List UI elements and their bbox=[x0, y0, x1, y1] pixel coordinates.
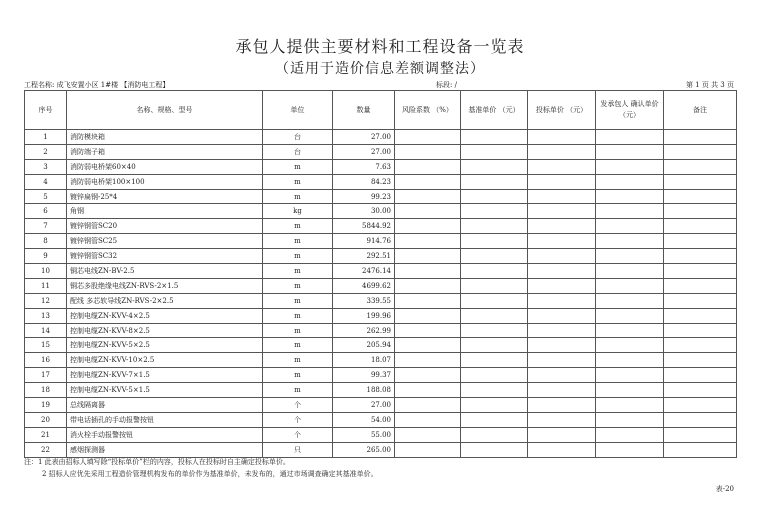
header-bid-price: 投标单价 （元） bbox=[528, 91, 596, 130]
table-row bbox=[25, 130, 737, 145]
row-risk bbox=[395, 398, 461, 413]
header-unit: 单位 bbox=[263, 91, 333, 130]
row-seq: 5 bbox=[25, 189, 67, 204]
row-qty: 339.55 bbox=[333, 293, 395, 308]
row-remark bbox=[664, 249, 737, 264]
row-confirmed-price bbox=[596, 234, 664, 249]
row-remark bbox=[664, 130, 737, 145]
section-label: 标段: / bbox=[436, 81, 457, 89]
row-unit: 个 bbox=[263, 398, 333, 413]
row-confirmed-price bbox=[596, 338, 664, 353]
row-unit: m bbox=[263, 308, 333, 323]
row-confirmed-price bbox=[596, 308, 664, 323]
row-unit: m bbox=[263, 293, 333, 308]
row-bid-price bbox=[528, 159, 596, 174]
row-risk bbox=[395, 249, 461, 264]
row-confirmed-price bbox=[596, 204, 664, 219]
row-risk bbox=[395, 278, 461, 293]
row-base-price bbox=[461, 130, 528, 145]
row-qty: 914.76 bbox=[333, 234, 395, 249]
row-remark bbox=[664, 144, 737, 159]
row-seq: 21 bbox=[25, 427, 67, 442]
table-row bbox=[25, 144, 737, 159]
row-risk bbox=[395, 189, 461, 204]
row-risk bbox=[395, 308, 461, 323]
row-remark bbox=[664, 353, 737, 368]
row-qty: 262.99 bbox=[333, 323, 395, 338]
page-indicator: 第 1 页 共 3 页 bbox=[685, 81, 734, 89]
table-row bbox=[25, 383, 737, 398]
row-unit: 只 bbox=[263, 442, 333, 457]
row-risk bbox=[395, 368, 461, 383]
row-risk bbox=[395, 412, 461, 427]
row-remark bbox=[664, 398, 737, 413]
row-name: 控制电缆ZN-KVV-7×1.5 bbox=[67, 368, 263, 383]
row-remark bbox=[664, 264, 737, 279]
row-seq: 2 bbox=[25, 144, 67, 159]
row-seq: 18 bbox=[25, 383, 67, 398]
row-qty: 99.23 bbox=[333, 189, 395, 204]
row-bid-price bbox=[528, 308, 596, 323]
row-unit: m bbox=[263, 219, 333, 234]
row-bid-price bbox=[528, 278, 596, 293]
row-qty: 292.51 bbox=[333, 249, 395, 264]
row-base-price bbox=[461, 412, 528, 427]
header-remark: 备注 bbox=[664, 91, 737, 130]
row-remark bbox=[664, 383, 737, 398]
row-base-price bbox=[461, 353, 528, 368]
row-remark bbox=[664, 278, 737, 293]
row-confirmed-price bbox=[596, 159, 664, 174]
row-qty: 54.00 bbox=[333, 412, 395, 427]
row-remark bbox=[664, 189, 737, 204]
row-bid-price bbox=[528, 293, 596, 308]
row-qty: 265.00 bbox=[333, 442, 395, 457]
row-unit: m bbox=[263, 264, 333, 279]
row-name: 控制电缆ZN-KVV-10×2.5 bbox=[67, 353, 263, 368]
row-unit: m bbox=[263, 338, 333, 353]
row-seq: 4 bbox=[25, 174, 67, 189]
row-name: 消火栓手动报警按钮 bbox=[67, 427, 263, 442]
row-confirmed-price bbox=[596, 383, 664, 398]
row-base-price bbox=[461, 383, 528, 398]
table-row bbox=[25, 442, 737, 457]
table-row bbox=[25, 368, 737, 383]
row-remark bbox=[664, 293, 737, 308]
row-risk bbox=[395, 353, 461, 368]
row-risk bbox=[395, 293, 461, 308]
row-bid-price bbox=[528, 442, 596, 457]
table-row bbox=[25, 412, 737, 427]
row-name: 角钢 bbox=[67, 204, 263, 219]
row-bid-price bbox=[528, 130, 596, 145]
row-base-price bbox=[461, 204, 528, 219]
row-base-price bbox=[461, 278, 528, 293]
row-base-price bbox=[461, 264, 528, 279]
row-bid-price bbox=[528, 383, 596, 398]
row-confirmed-price bbox=[596, 174, 664, 189]
row-seq: 6 bbox=[25, 204, 67, 219]
row-confirmed-price bbox=[596, 249, 664, 264]
row-bid-price bbox=[528, 219, 596, 234]
row-bid-price bbox=[528, 264, 596, 279]
header-name: 名称、规格、型号 bbox=[67, 91, 263, 130]
row-unit: 台 bbox=[263, 130, 333, 145]
row-confirmed-price bbox=[596, 189, 664, 204]
row-risk bbox=[395, 159, 461, 174]
row-confirmed-price bbox=[596, 278, 664, 293]
row-remark bbox=[664, 159, 737, 174]
row-base-price bbox=[461, 189, 528, 204]
row-unit: m bbox=[263, 353, 333, 368]
row-risk bbox=[395, 130, 461, 145]
row-base-price bbox=[461, 293, 528, 308]
row-risk bbox=[395, 204, 461, 219]
row-qty: 205.94 bbox=[333, 338, 395, 353]
row-remark bbox=[664, 174, 737, 189]
table-row bbox=[25, 264, 737, 279]
row-remark bbox=[664, 427, 737, 442]
table-row bbox=[25, 398, 737, 413]
row-risk bbox=[395, 383, 461, 398]
row-qty: 55.00 bbox=[333, 427, 395, 442]
row-seq: 17 bbox=[25, 368, 67, 383]
row-qty: 27.00 bbox=[333, 144, 395, 159]
row-bid-price bbox=[528, 427, 596, 442]
row-seq: 16 bbox=[25, 353, 67, 368]
row-unit: 台 bbox=[263, 144, 333, 159]
table-row bbox=[25, 278, 737, 293]
row-name: 控制电缆ZN-KVV-5×1.5 bbox=[67, 383, 263, 398]
row-bid-price bbox=[528, 368, 596, 383]
row-seq: 19 bbox=[25, 398, 67, 413]
row-qty: 5844.92 bbox=[333, 219, 395, 234]
table-row bbox=[25, 234, 737, 249]
row-seq: 9 bbox=[25, 249, 67, 264]
row-name: 消防模块箱 bbox=[67, 130, 263, 145]
row-bid-price bbox=[528, 412, 596, 427]
row-seq: 22 bbox=[25, 442, 67, 457]
row-seq: 8 bbox=[25, 234, 67, 249]
row-qty: 27.00 bbox=[333, 130, 395, 145]
row-qty: 84.23 bbox=[333, 174, 395, 189]
table-row bbox=[25, 189, 737, 204]
row-risk bbox=[395, 219, 461, 234]
row-bid-price bbox=[528, 174, 596, 189]
row-seq: 12 bbox=[25, 293, 67, 308]
table-row bbox=[25, 204, 737, 219]
header-seq: 序号 bbox=[25, 91, 67, 130]
row-risk bbox=[395, 338, 461, 353]
row-confirmed-price bbox=[596, 130, 664, 145]
row-seq: 20 bbox=[25, 412, 67, 427]
row-confirmed-price bbox=[596, 323, 664, 338]
row-risk bbox=[395, 323, 461, 338]
row-bid-price bbox=[528, 353, 596, 368]
row-bid-price bbox=[528, 144, 596, 159]
row-risk bbox=[395, 144, 461, 159]
row-bid-price bbox=[528, 189, 596, 204]
row-base-price bbox=[461, 427, 528, 442]
row-name: 消防弱电桥架60×40 bbox=[67, 159, 263, 174]
row-base-price bbox=[461, 308, 528, 323]
row-seq: 7 bbox=[25, 219, 67, 234]
row-risk bbox=[395, 264, 461, 279]
row-unit: m bbox=[263, 323, 333, 338]
row-seq: 3 bbox=[25, 159, 67, 174]
row-remark bbox=[664, 338, 737, 353]
row-qty: 27.00 bbox=[333, 398, 395, 413]
row-bid-price bbox=[528, 338, 596, 353]
table-row bbox=[25, 338, 737, 353]
row-confirmed-price bbox=[596, 427, 664, 442]
row-unit: m bbox=[263, 368, 333, 383]
row-confirmed-price bbox=[596, 293, 664, 308]
row-risk bbox=[395, 174, 461, 189]
row-remark bbox=[664, 234, 737, 249]
row-base-price bbox=[461, 219, 528, 234]
table-row bbox=[25, 174, 737, 189]
row-bid-price bbox=[528, 234, 596, 249]
footnotes bbox=[24, 456, 378, 480]
row-name: 总线隔离器 bbox=[67, 398, 263, 413]
row-base-price bbox=[461, 323, 528, 338]
row-name: 消防端子箱 bbox=[67, 144, 263, 159]
row-seq: 1 bbox=[25, 130, 67, 145]
table-row bbox=[25, 159, 737, 174]
row-base-price bbox=[461, 159, 528, 174]
row-remark bbox=[664, 308, 737, 323]
header-qty: 数量 bbox=[333, 91, 395, 130]
row-qty: 199.96 bbox=[333, 308, 395, 323]
row-base-price bbox=[461, 338, 528, 353]
row-base-price bbox=[461, 234, 528, 249]
row-confirmed-price bbox=[596, 412, 664, 427]
row-name: 镀锌扁钢-25*4 bbox=[67, 189, 263, 204]
row-confirmed-price bbox=[596, 144, 664, 159]
row-remark bbox=[664, 442, 737, 457]
row-name: 消防弱电桥架100×100 bbox=[67, 174, 263, 189]
table-row bbox=[25, 293, 737, 308]
row-seq: 13 bbox=[25, 308, 67, 323]
row-bid-price bbox=[528, 398, 596, 413]
row-seq: 15 bbox=[25, 338, 67, 353]
row-unit: m bbox=[263, 278, 333, 293]
footnote-2: 2 招标人应优先采用工程造价管理机构发布的单价作为基准单价，未发布的，通过市场调查确定其基准单价。 bbox=[42, 470, 378, 478]
table-row bbox=[25, 427, 737, 442]
row-confirmed-price bbox=[596, 219, 664, 234]
row-bid-price bbox=[528, 249, 596, 264]
table-row bbox=[25, 353, 737, 368]
row-remark bbox=[664, 204, 737, 219]
row-qty: 7.63 bbox=[333, 159, 395, 174]
row-unit: m bbox=[263, 189, 333, 204]
row-name: 控制电缆ZN-KVV-5×2.5 bbox=[67, 338, 263, 353]
table-header-row bbox=[25, 91, 737, 130]
row-confirmed-price bbox=[596, 398, 664, 413]
page-subtitle: （适用于造价信息差额调整法） bbox=[275, 61, 485, 77]
table-row bbox=[25, 308, 737, 323]
row-unit: m bbox=[263, 234, 333, 249]
row-unit: m bbox=[263, 383, 333, 398]
row-base-price bbox=[461, 398, 528, 413]
row-name: 铜芯多股绝缘电线ZN-RVS-2×1.5 bbox=[67, 278, 263, 293]
row-seq: 11 bbox=[25, 278, 67, 293]
row-unit: m bbox=[263, 159, 333, 174]
project-name: 工程名称: 成飞安置小区 1#楼 【消防电工程】 bbox=[24, 81, 170, 89]
row-seq: 10 bbox=[25, 264, 67, 279]
row-name: 铜芯电线ZN-BV-2.5 bbox=[67, 264, 263, 279]
header-base-price: 基准单价 （元） bbox=[461, 91, 528, 130]
row-name: 控制电缆ZN-KVV-8×2.5 bbox=[67, 323, 263, 338]
row-base-price bbox=[461, 144, 528, 159]
header-risk: 风险系数 （%） bbox=[395, 91, 461, 130]
row-remark bbox=[664, 323, 737, 338]
header-confirmed-price: 发承包人 确认单价 （元） bbox=[596, 91, 664, 130]
row-name: 镀锌钢管SC32 bbox=[67, 249, 263, 264]
materials-table bbox=[24, 90, 737, 458]
row-confirmed-price bbox=[596, 442, 664, 457]
row-name: 控制电缆ZN-KVV-4×2.5 bbox=[67, 308, 263, 323]
page-title: 承包人提供主要材料和工程设备一览表 bbox=[235, 37, 525, 56]
row-bid-price bbox=[528, 323, 596, 338]
row-remark bbox=[664, 219, 737, 234]
row-remark bbox=[664, 368, 737, 383]
row-qty: 4699.62 bbox=[333, 278, 395, 293]
row-unit: kg bbox=[263, 204, 333, 219]
row-unit: 个 bbox=[263, 427, 333, 442]
row-risk bbox=[395, 234, 461, 249]
row-base-price bbox=[461, 174, 528, 189]
row-seq: 14 bbox=[25, 323, 67, 338]
row-name: 配线 多芯软导线ZN-RVS-2×2.5 bbox=[67, 293, 263, 308]
table-row bbox=[25, 249, 737, 264]
row-unit: 个 bbox=[263, 412, 333, 427]
row-base-price bbox=[461, 368, 528, 383]
footnote-1: 注：1 此表由招标人填写除“投标单价”栏的内容，投标人在投标时自主确定投标单价。 bbox=[24, 458, 290, 466]
row-risk bbox=[395, 427, 461, 442]
row-remark bbox=[664, 412, 737, 427]
row-confirmed-price bbox=[596, 368, 664, 383]
row-qty: 2476.14 bbox=[333, 264, 395, 279]
form-number: 表-20 bbox=[715, 485, 734, 493]
row-name: 镀锌钢管SC25 bbox=[67, 234, 263, 249]
row-name: 镀锌钢管SC20 bbox=[67, 219, 263, 234]
row-name: 感烟探测器 bbox=[67, 442, 263, 457]
row-risk bbox=[395, 442, 461, 457]
row-name: 带电话插孔的手动报警按钮 bbox=[67, 412, 263, 427]
row-qty: 18.07 bbox=[333, 353, 395, 368]
row-qty: 188.08 bbox=[333, 383, 395, 398]
row-unit: m bbox=[263, 249, 333, 264]
table-row bbox=[25, 323, 737, 338]
row-qty: 99.37 bbox=[333, 368, 395, 383]
row-confirmed-price bbox=[596, 353, 664, 368]
row-base-price bbox=[461, 249, 528, 264]
row-bid-price bbox=[528, 204, 596, 219]
row-confirmed-price bbox=[596, 264, 664, 279]
row-unit: m bbox=[263, 174, 333, 189]
table-row bbox=[25, 219, 737, 234]
row-base-price bbox=[461, 442, 528, 457]
row-qty: 30.00 bbox=[333, 204, 395, 219]
